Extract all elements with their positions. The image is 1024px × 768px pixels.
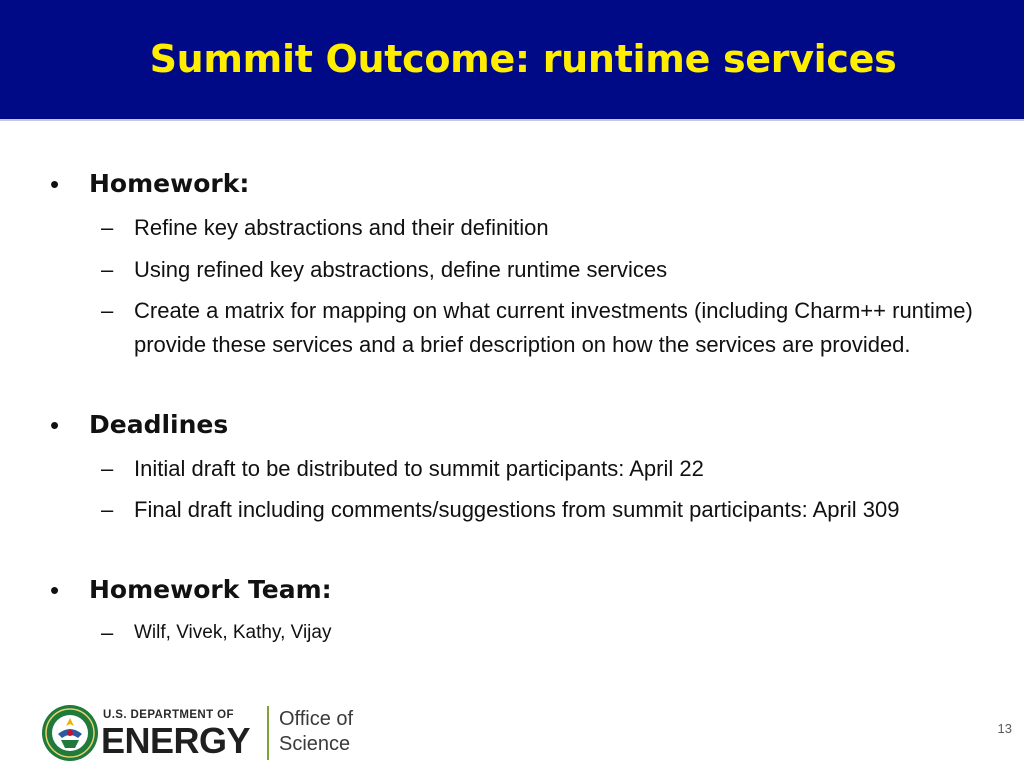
logo-divider [267, 706, 269, 760]
list-item: Refine key abstractions and their definition [134, 215, 549, 240]
list-item: Using refined key abstractions, define runtime services [134, 257, 668, 282]
doe-seal-icon [41, 704, 99, 762]
list-item: Wilf, Vivek, Kathy, Vijay [134, 622, 332, 643]
section-heading-homework: Homework: [89, 169, 250, 198]
doe-office-of-science-logo [41, 704, 371, 762]
agency-label: ENERGY [101, 720, 251, 761]
section-heading-deadlines: Deadlines [89, 410, 229, 439]
dash-icon: – [101, 215, 114, 240]
list-item: Final draft including comments/suggestions from summit participants: April 309 [134, 497, 900, 522]
section-heading-homework-team: Homework Team: [89, 575, 332, 604]
bullet-icon: • [50, 169, 60, 199]
bullet-icon: • [50, 575, 60, 605]
office-line-2: Science [279, 733, 351, 755]
slide-title: Summit Outcome: runtime services [149, 37, 897, 81]
list-item: Create a matrix for mapping on what current investments (including Charm++ runtime) provide these services and a brief description on how the services are provided. [134, 298, 973, 357]
list-item: Initial draft to be distributed to summit participants: April 22 [134, 456, 704, 481]
office-label [279, 707, 353, 757]
office-line-1: Office of [279, 708, 354, 730]
bullet-icon: • [50, 410, 60, 440]
dash-icon: – [101, 298, 114, 323]
dept-label: U.S. DEPARTMENT OF [103, 709, 234, 721]
dash-icon: – [101, 620, 114, 645]
dash-icon: – [101, 456, 114, 481]
dash-icon: – [101, 257, 114, 282]
dash-icon: – [101, 497, 114, 522]
page-number: 13 [997, 721, 1012, 736]
